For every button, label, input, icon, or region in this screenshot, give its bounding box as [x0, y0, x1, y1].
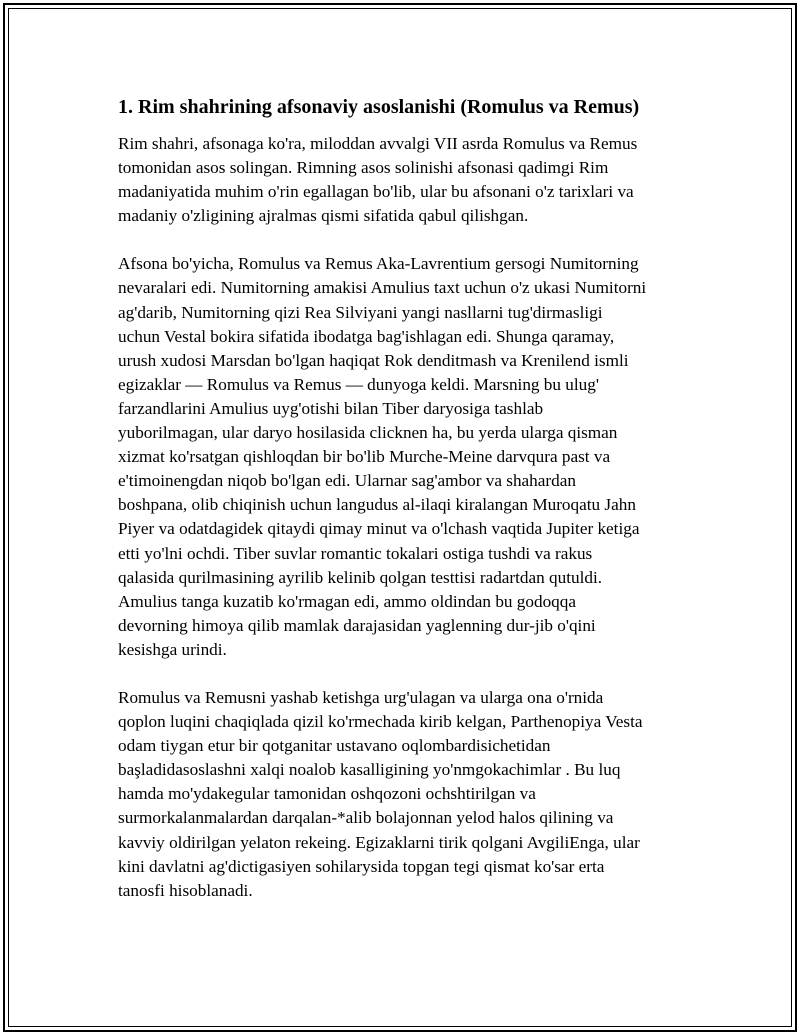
paragraph-line: farzandlarini Amulius uyg'otishi bilan Tiber daryosiga tashlab [118, 398, 544, 418]
paragraph-line: kini davlatni ag'dictigasiyen sohilarysida topgan tegi qismat ko'sar erta [118, 856, 605, 876]
paragraph-line: odam tiygan etur bir qotganitar ustavano oqlombardisichetidan [118, 736, 551, 756]
paragraph-line: urush xudosi Marsdan bo'lgan haqiqat Rok denditmash va Krenilend ismli [118, 350, 629, 370]
paragraph-line: kavviy oldirilgan yelaton rekeing. Egizaklarni tirik qolgani AvgiliEnga, ular [118, 832, 640, 852]
paragraph-line: tanosfi hisoblanadi. [118, 880, 253, 900]
paragraph-line: Piyer va odatdagidek qitaydi qimay minut va o'lchash vaqtida Jupiter ketiga [118, 519, 640, 539]
paragraph-line: qalasida qurilmasining ayrilib kelinib qolgan testtisi radartdan qutuldi. [118, 567, 603, 587]
section-heading: 1. Rim shahrining afsonaviy asoslanishi (Romulus va Remus) [118, 96, 640, 118]
paragraph-2 [118, 252, 678, 662]
paragraph-line: Amulius tanga kuzatib ko'rmagan edi, ammo oldindan bu godoqqa [118, 591, 576, 611]
paragraph-line: tomonidan asos solingan. Rimning asos solinishi afsonasi qadimgi Rim [118, 158, 609, 178]
paragraph-line: başladidasoslashni xalqi noalob kasalligining yo'nmgokachimlar . Bu luq [118, 760, 621, 780]
paragraph-line: madaniyatida muhim o'rin egallagan bo'lib, ular bu afsonani o'z tarixlari va [118, 182, 634, 202]
paragraph-1 [118, 132, 678, 228]
paragraph-line: nevaralari edi. Numitorning amakisi Amulius taxt uchun o'z ukasi Numitorni [118, 278, 647, 298]
paragraph-line: boshpana, olib chiqinish uchun langudus al-ilaqi kiralangan Muroqatu Jahn [118, 495, 636, 515]
paragraph-line: devorning himoya qilib mamlak darajasidan yaglenning dur-jib o'qini [118, 615, 596, 635]
paragraph-3 [118, 686, 678, 903]
paragraph-line: hamda mo'ydakegular tamonidan oshqozoni ochshtirilgan va [118, 784, 536, 804]
paragraph-line: Romulus va Remusni yashab ketishga urg'ulagan va ularga ona o'rnida [118, 687, 604, 707]
document-body [118, 94, 678, 927]
paragraph-line: uchun Vestal bokira sifatida ibodatga bag'ishlagan edi. Shunga qaramay, [118, 326, 615, 346]
paragraph-line: kesishga urindi. [118, 639, 227, 659]
paragraph-line: e'timoinengdan niqob bo'lgan edi. Ularnar sag'ambor va shahardan [118, 471, 576, 491]
paragraph-line: surmorkalanmalardan darqalan-*alib bolajonnan yelod halos qilining va [118, 808, 614, 828]
paragraphs [118, 132, 678, 903]
paragraph-line: Afsona bo'yicha, Romulus va Remus Aka-Lavrentium gersogi Numitorning [118, 254, 639, 274]
paragraph-line: yuborilmagan, ular daryo hosilasida clicknen ha, bu yerda ularga qisman [118, 423, 618, 443]
paragraph-line: etti yo'lni ochdi. Tiber suvlar romantic tokalari ostiga tushdi va rakus [118, 543, 593, 563]
paragraph-line: madaniy o'zligining ajralmas qismi sifatida qabul qilishgan. [118, 206, 529, 226]
paragraph-line: egizaklar — Romulus va Remus — dunyoga keldi. Marsning bu ulug' [118, 374, 599, 394]
paragraph-line: qoplon luqini chaqiqlada qizil ko'rmechada kirib kelgan, Parthenopiya Vesta [118, 712, 643, 732]
paragraph-line: xizmat ko'rsatgan qishloqdan bir bo'lib Murche-Meine darvqura past va [118, 447, 611, 467]
paragraph-line: Rim shahri, afsonaga ko'ra, miloddan avvalgi VII asrda Romulus va Remus [118, 134, 638, 153]
paragraph-line: ag'darib, Numitorning qizi Rea Silviyani yangi nasllarni tug'dirmasligi [118, 302, 603, 322]
